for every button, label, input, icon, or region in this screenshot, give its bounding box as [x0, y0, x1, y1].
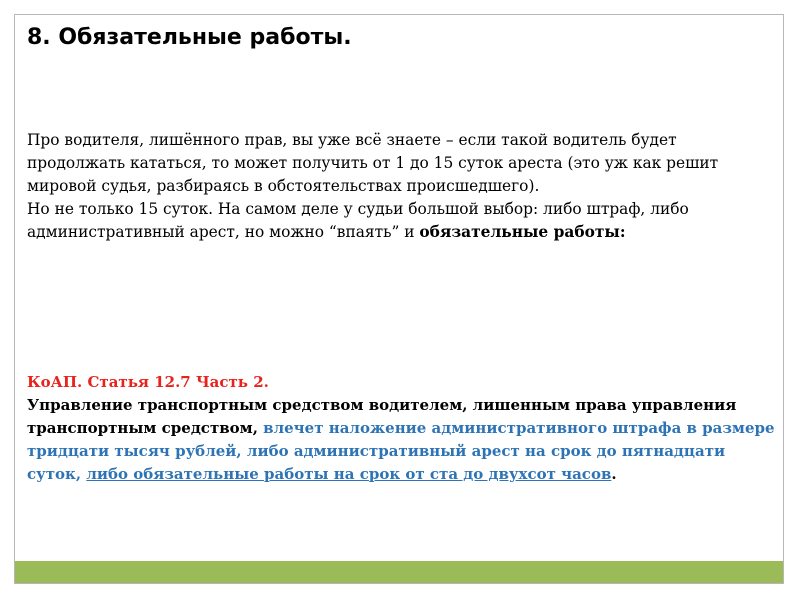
intro-paragraph-2-bold: обязательные работы: [419, 223, 626, 241]
slide [14, 14, 784, 584]
law-text-blue: влечет наложение административного штрафа в размере тридцати тысяч рублей, либо административный арест на срок до пятнадцати суток, [27, 419, 775, 483]
law-citation [27, 371, 775, 486]
law-text [27, 394, 775, 486]
intro-paragraph-2 [27, 198, 775, 244]
intro-paragraph-2-text: Но не только 15 суток. На самом деле у судьи большой выбор: либо штраф, либо административный арест, но можно “впаять” и [27, 200, 689, 241]
intro-paragraph-1: Про водителя, лишённого прав, вы уже всё знаете – если такой водитель будет продолжать кататься, то может получить от 1 до 15 суток ареста (это уж как решит мировой судья, разбираясь в обстоятельствах происшедшего). [27, 131, 719, 195]
intro-text [27, 129, 775, 244]
bottom-accent-band [15, 561, 783, 583]
law-text-black: Управление транспортным средством водителем, лишенным права управления транспортным средством, [27, 396, 737, 437]
law-reference: КоАП. Статья 12.7 Часть 2. [27, 373, 269, 391]
slide-title: 8. Обязательные работы. [27, 25, 352, 50]
law-text-end: . [611, 465, 617, 483]
law-text-link[interactable]: либо обязательные работы на срок от ста до двухсот часов [86, 465, 612, 483]
